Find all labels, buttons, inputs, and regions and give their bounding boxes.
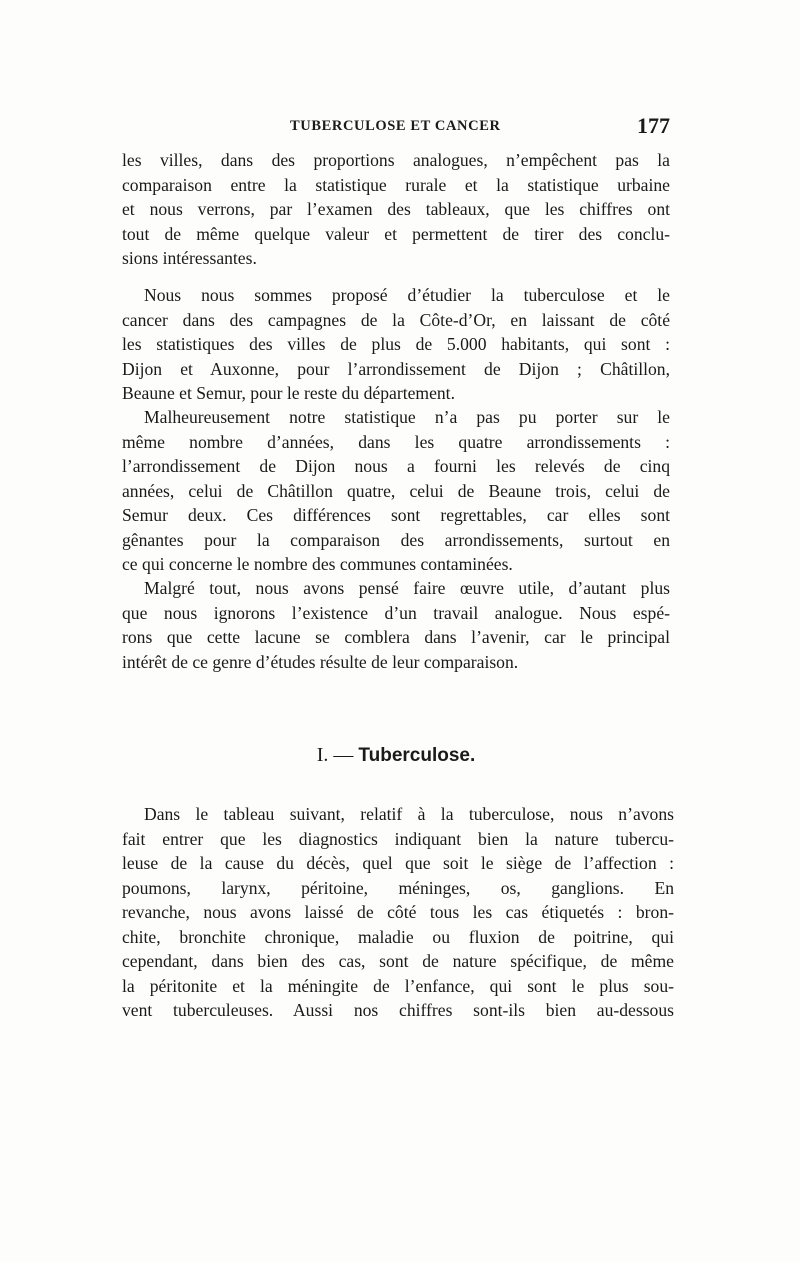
text-line: que nous ignorons l’existence d’un travail analogue. Nous espé- xyxy=(122,602,670,623)
text-line: années, celui de Châtillon quatre, celui de Beaune trois, celui de xyxy=(122,480,670,501)
section-number: I. — xyxy=(316,744,354,766)
paragraph xyxy=(122,283,670,406)
text-line: gênantes pour la comparaison des arrondissements, surtout en xyxy=(122,529,670,550)
text-line: poumons, larynx, péritoine, méninges, os, ganglions. En xyxy=(122,877,674,898)
text-line: Beaune et Semur, pour le reste du département. xyxy=(122,383,455,403)
text-line: les statistiques des villes de plus de 5.000 habitants, qui sont : xyxy=(122,334,670,354)
text-line: Malgré tout, nous avons pensé faire œuvre utile, d’autant plus xyxy=(144,578,670,598)
text-line: cancer dans des campagnes de la Côte-d’Or, en laissant de côté xyxy=(122,309,670,330)
text-line: sions intéressantes. xyxy=(122,248,257,268)
section-heading xyxy=(122,744,670,767)
text-line: Semur deux. Ces différences sont regrettables, car elles sont xyxy=(122,505,670,525)
running-head xyxy=(122,113,670,140)
text-line: les villes, dans des proportions analogues, n’empêchent pas la xyxy=(122,150,670,170)
text-line: revanche, nous avons laissé de côté tous les cas étiquetés : bron- xyxy=(122,902,674,922)
page-number: 177 xyxy=(637,113,670,138)
text-line: la péritonite et la méningite de l’enfance, qui sont le plus sou- xyxy=(122,975,674,996)
running-title: TUBERCULOSE ET CANCER xyxy=(290,118,501,134)
paragraph xyxy=(122,576,670,674)
text-line: Nous nous sommes proposé d’étudier la tuberculose et le xyxy=(144,285,670,305)
text-line: Malheureusement notre statistique n’a pas pu porter sur le xyxy=(144,407,670,427)
text-line: même nombre d’années, dans les quatre arrondissements : xyxy=(122,431,670,452)
section-title: Tuberculose. xyxy=(358,745,476,766)
text-line: intérêt de ce genre d’études résulte de leur comparaison. xyxy=(122,651,519,672)
text-line: leuse de la cause du décès, quel que soit le siège de l’affection : xyxy=(122,853,674,873)
text-line: vent tuberculeuses. Aussi nos chiffres sont-ils bien au-dessous xyxy=(122,1000,674,1020)
text-line: cependant, dans bien des cas, sont de nature spécifique, de même xyxy=(122,951,674,971)
text-line: rons que cette lacune se comblera dans l’avenir, car le principal xyxy=(122,627,670,647)
text-line: ce qui concerne le nombre des communes contaminées. xyxy=(122,554,513,574)
text-line: l’arrondissement de Dijon nous a fourni les relevés de cinq xyxy=(122,456,670,476)
text-line: et nous verrons, par l’examen des tableaux, que les chiffres ont xyxy=(122,199,670,219)
text-line: tout de même quelque valeur et permettent de tirer des conclu- xyxy=(122,223,670,244)
text-line: fait entrer que les diagnostics indiquant bien la nature tubercu- xyxy=(122,828,674,849)
text-line: chite, bronchite chronique, maladie ou fluxion de poitrine, qui xyxy=(122,926,674,947)
paragraph xyxy=(122,405,670,577)
paragraph xyxy=(122,802,674,1023)
text-line: Dans le tableau suivant, relatif à la tuberculose, nous n’avons xyxy=(144,804,674,824)
text-line: Dijon et Auxonne, pour l’arrondissement de Dijon ; Châtillon, xyxy=(122,358,670,379)
paragraph-continued xyxy=(122,148,670,271)
text-line: comparaison entre la statistique rurale et la statistique urbaine xyxy=(122,174,670,195)
